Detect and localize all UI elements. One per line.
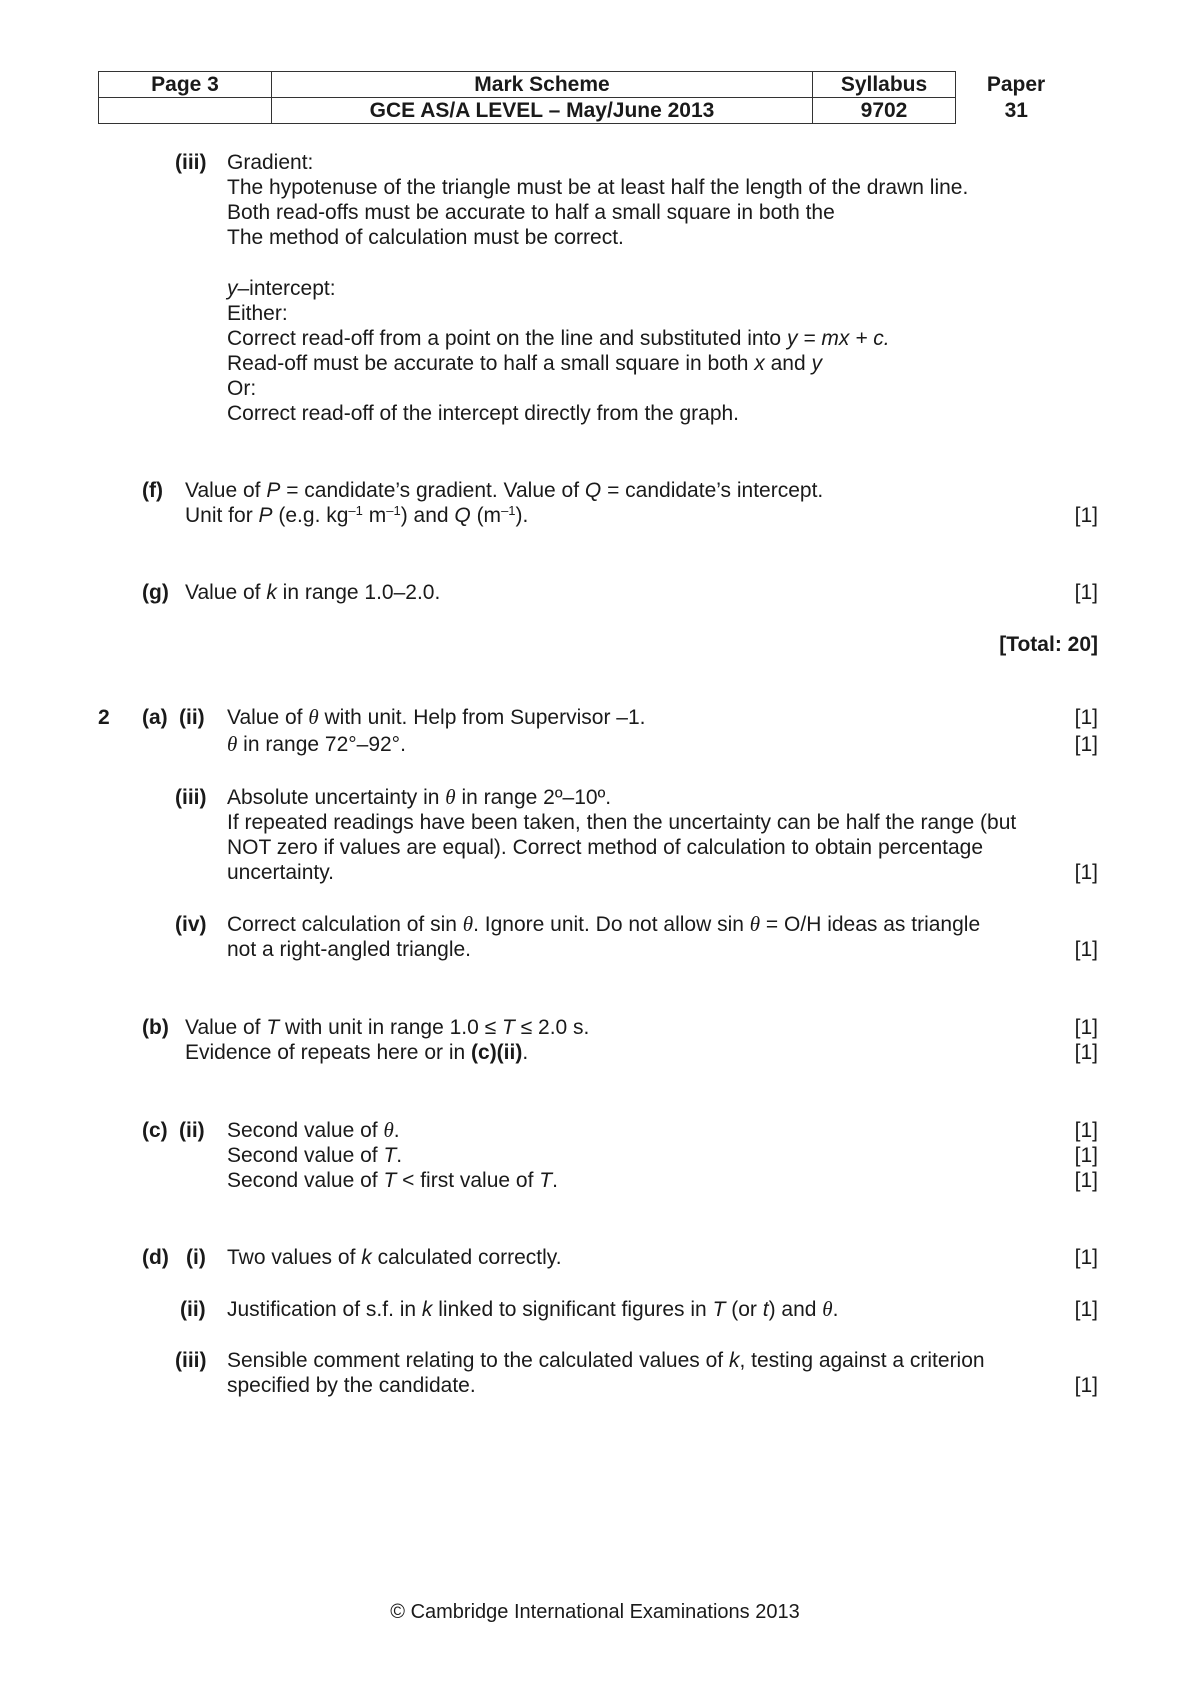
method-line: NOT zero if values are equal). Correct method of calculation to obtain percentage: [227, 836, 984, 859]
sig-fig-line: Justification of s.f. in k linked to significant figures in T (or t) and θ.: [227, 1297, 839, 1321]
mark: [1]: [1074, 1119, 1098, 1142]
paper-label: Paper: [986, 73, 1046, 96]
y-intercept-title: y–intercept:: [227, 277, 336, 300]
mark: [1]: [1074, 1246, 1098, 1269]
second-t-line: Second value of T.: [227, 1144, 403, 1167]
part-label: (iii): [175, 151, 207, 174]
question-number: 2: [98, 706, 110, 729]
mark: [1]: [1074, 504, 1098, 527]
value-line: Value of P = candidate’s gradient. Value of Q = candidate’s intercept.: [185, 479, 824, 502]
mark: [1]: [1074, 1374, 1098, 1397]
mark: [1]: [1074, 1016, 1098, 1039]
syllabus-code: 9702: [813, 98, 956, 124]
mark: [1]: [1074, 581, 1098, 604]
gradient-title: Gradient:: [227, 151, 314, 174]
repeat-readings-line: If repeated readings have been taken, then the uncertainty can be half the range (but: [227, 811, 1017, 834]
subpart-label: (i): [186, 1246, 206, 1269]
either-label: Either:: [227, 302, 288, 325]
triangle-line: not a right-angled triangle.: [227, 938, 471, 961]
uncertainty-line: Absolute uncertainty in θ in range 2º–10º.: [227, 785, 612, 809]
subpart-label: (ii): [180, 1298, 206, 1321]
part-label: (f): [142, 479, 163, 502]
mark: [1]: [1074, 861, 1098, 884]
theta-range-line: θ in range 72°–92°.: [227, 732, 406, 756]
mark: [1]: [1074, 1041, 1098, 1064]
syllabus-label: Syllabus: [813, 72, 956, 98]
mark: [1]: [1074, 733, 1098, 756]
theta-unit-line: Value of θ with unit. Help from Supervisor –1.: [227, 705, 646, 729]
part-label: (g): [142, 581, 169, 604]
or-label: Or:: [227, 377, 257, 400]
compare-t-line: Second value of T < first value of T.: [227, 1169, 558, 1192]
criterion-line: specified by the candidate.: [227, 1374, 476, 1397]
k-values-line: Two values of k calculated correctly.: [227, 1246, 562, 1269]
mark: [1]: [1074, 1298, 1098, 1321]
subpart-label: (iii): [175, 786, 207, 809]
gradient-line: Both read-offs must be accurate to half a small square in both the: [227, 201, 835, 224]
accuracy-line: Read-off must be accurate to half a small square in both x and y: [227, 352, 822, 375]
evidence-line: Evidence of repeats here or in (c)(ii).: [185, 1041, 529, 1064]
header-table: [98, 71, 1077, 124]
mark: [1]: [1074, 938, 1098, 961]
part-label: (d): [142, 1246, 169, 1269]
part-label: (b): [142, 1016, 169, 1039]
uncertainty-word: uncertainty.: [227, 861, 334, 884]
page-label: Page 3: [99, 72, 272, 98]
mark-scheme-title: Mark Scheme: [272, 72, 813, 98]
total-marks: [Total: 20]: [999, 633, 1098, 656]
subpart-label: (iii): [175, 1349, 207, 1372]
page-label-empty: [99, 98, 272, 124]
part-label: (a): [142, 706, 168, 729]
sin-theta-line: Correct calculation of sin θ. Ignore unit. Do not allow sin θ = O/H ideas as triangle: [227, 912, 981, 936]
subpart-label: (ii): [179, 706, 205, 729]
mark: [1]: [1074, 706, 1098, 729]
gradient-line: The hypotenuse of the triangle must be at least half the length of the drawn line.: [227, 176, 969, 199]
intercept-line: Correct read-off of the intercept directly from the graph.: [227, 402, 740, 425]
second-theta-line: Second value of θ.: [227, 1118, 400, 1142]
exam-title: GCE AS/A LEVEL – May/June 2013: [272, 98, 813, 124]
gradient-line: The method of calculation must be correct.: [227, 226, 624, 249]
subpart-label: (iv): [175, 913, 207, 936]
part-label: (c): [142, 1119, 168, 1142]
mark: [1]: [1074, 1169, 1098, 1192]
k-range-line: Value of k in range 1.0–2.0.: [185, 581, 441, 604]
mark: [1]: [1074, 1144, 1098, 1167]
unit-line: Unit for P (e.g. $kg^{-1}$ $m^{-1}$) and Q $(m^{-1})$.: [185, 503, 529, 527]
read-off-line: Correct read-off from a point on the line and substituted into y = mx + c.: [227, 327, 890, 350]
footer-copyright: © Cambridge International Examinations 2013: [390, 1601, 800, 1623]
period-range-line: Value of T with unit in range 1.0 ≤ T ≤ 2.0 s.: [185, 1016, 590, 1039]
comment-line: Sensible comment relating to the calculated values of k, testing against a criterion: [227, 1349, 985, 1372]
subpart-label: (ii): [179, 1119, 205, 1142]
paper-number: 31: [1004, 99, 1028, 122]
